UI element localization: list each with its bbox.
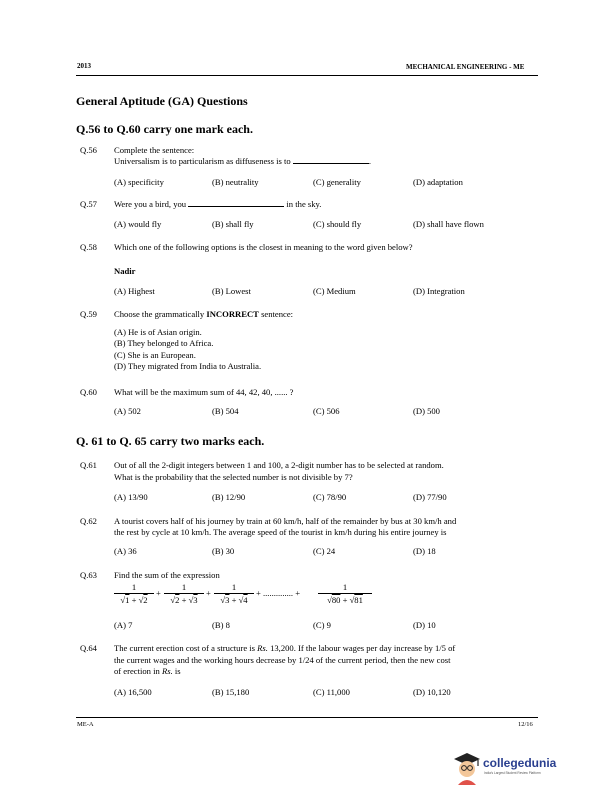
option-a: (A) He is of Asian origin. [114, 327, 202, 337]
option-b: (B) neutrality [212, 177, 259, 187]
question-text: What will be the maximum sum of 44, 42, 40, ...... ? [114, 387, 294, 397]
logo-wordmark: collegedunia [483, 756, 557, 770]
question-text-line2: the rest by cycle at 10 km/h. The average speed of the tourist in km/h during his entire journey is [114, 527, 447, 537]
fraction-term-2: $\frac{1}{√2 + √3}$ [164, 582, 204, 606]
given-word: Nadir [114, 266, 136, 276]
option-d: (D) 18 [413, 546, 436, 556]
option-c: (C) 24 [313, 546, 336, 556]
logo-tagline: India's Largest Student Review Platform [484, 771, 541, 775]
question-number: Q.59 [80, 309, 97, 319]
option-b: (B) 12/90 [212, 492, 246, 502]
option-a: (A) 13/90 [114, 492, 148, 502]
option-c: (C) 78/90 [313, 492, 347, 502]
student-mascot-icon [452, 751, 482, 785]
option-d: (D) 500 [413, 406, 440, 416]
option-b: (B) shall fly [212, 219, 254, 229]
section-title-two-mark: Q. 61 to Q. 65 carry two marks each. [76, 434, 265, 448]
option-b: (B) 15,180 [212, 687, 250, 697]
question-text-line2: Universalism is to particularism as diffuseness is to . [114, 156, 372, 166]
option-c: (C) generality [313, 177, 361, 187]
question-text-line1: Complete the sentence: [114, 145, 195, 155]
question-text: Were you a bird, you in the sky. [114, 199, 322, 209]
option-b: (B) 30 [212, 546, 235, 556]
question-text-line1: A tourist covers half of his journey by train at 60 km/h, half of the remainder by bus at 30 km/h and [114, 516, 457, 526]
option-c: (C) should fly [313, 219, 362, 229]
section-title-ga: General Aptitude (GA) Questions [76, 94, 248, 108]
option-a: (A) 16,500 [114, 687, 152, 697]
option-d: (D) adaptation [413, 177, 463, 187]
question-number: Q.61 [80, 460, 97, 470]
option-b: (B) Lowest [212, 286, 251, 296]
question-number: Q.62 [80, 516, 97, 526]
page-number: 12/16 [518, 721, 533, 728]
question-text: Choose the grammatically INCORRECT sentence: [114, 309, 294, 319]
option-b: (B) 8 [212, 620, 230, 630]
fraction-term-1: $\frac{1}{√1 + √2}$ [114, 582, 154, 606]
option-c: (C) 9 [313, 620, 331, 630]
option-a: (A) 36 [114, 546, 137, 556]
question-text-line1: Out of all the 2-digit integers between 1 and 100, a 2-digit number has to be selected at random. [114, 460, 444, 470]
option-b: (B) They belonged to Africa. [114, 338, 214, 348]
collegedunia-logo [452, 748, 562, 788]
option-a: (A) would fly [114, 219, 162, 229]
question-text-line3: of erection in Rs. is [114, 666, 181, 676]
option-a: (A) 502 [114, 406, 141, 416]
question-number: Q.58 [80, 242, 97, 252]
section-title-one-mark: Q.56 to Q.60 carry one mark each. [76, 122, 253, 136]
option-c: (C) 506 [313, 406, 340, 416]
question-number: Q.56 [80, 145, 97, 155]
option-d: (D) 10 [413, 620, 436, 630]
header-subject: MECHANICAL ENGINEERING - ME [406, 63, 525, 71]
question-number: Q.64 [80, 643, 97, 653]
option-d: (D) 10,120 [413, 687, 451, 697]
footer-rule [76, 717, 538, 718]
option-d: (D) They migrated from India to Australia. [114, 361, 262, 371]
option-d: (D) Integration [413, 286, 465, 296]
option-a: (A) Highest [114, 286, 155, 296]
header-year: 2013 [77, 62, 91, 70]
option-a: (A) specificity [114, 177, 164, 187]
question-number: Q.60 [80, 387, 97, 397]
option-c: (C) 11,000 [313, 687, 350, 697]
question-number: Q.63 [80, 570, 97, 580]
question-text: Find the sum of the expression [114, 570, 220, 580]
fraction-term-3: $\frac{1}{√3 + √4}$ [214, 582, 254, 606]
footer-left: ME-A [77, 721, 94, 728]
option-c: (C) Medium [313, 286, 356, 296]
header-rule [76, 75, 538, 76]
question-text-line2: the current wages and the working hours decrease by 1/24 of the current period, then the new cost [114, 655, 451, 665]
question-text: Which one of the following options is the closest in meaning to the word given below? [114, 242, 413, 252]
ellipsis-sum: + .............. + [256, 588, 301, 598]
option-a: (A) 7 [114, 620, 133, 630]
option-d: (D) 77/90 [413, 492, 447, 502]
option-c: (C) She is an European. [114, 350, 196, 360]
fraction-term-last: $\frac{1}{√80 + √81}$ [318, 582, 372, 606]
question-text-line1: The current erection cost of a structure is Rs. 13,200. If the labour wages per day increase by 1/5 of [114, 643, 456, 653]
question-text-line2: What is the probability that the selected number is not divisible by 7? [114, 472, 353, 482]
option-d: (D) shall have flown [413, 219, 484, 229]
question-number: Q.57 [80, 199, 97, 209]
option-b: (B) 504 [212, 406, 239, 416]
